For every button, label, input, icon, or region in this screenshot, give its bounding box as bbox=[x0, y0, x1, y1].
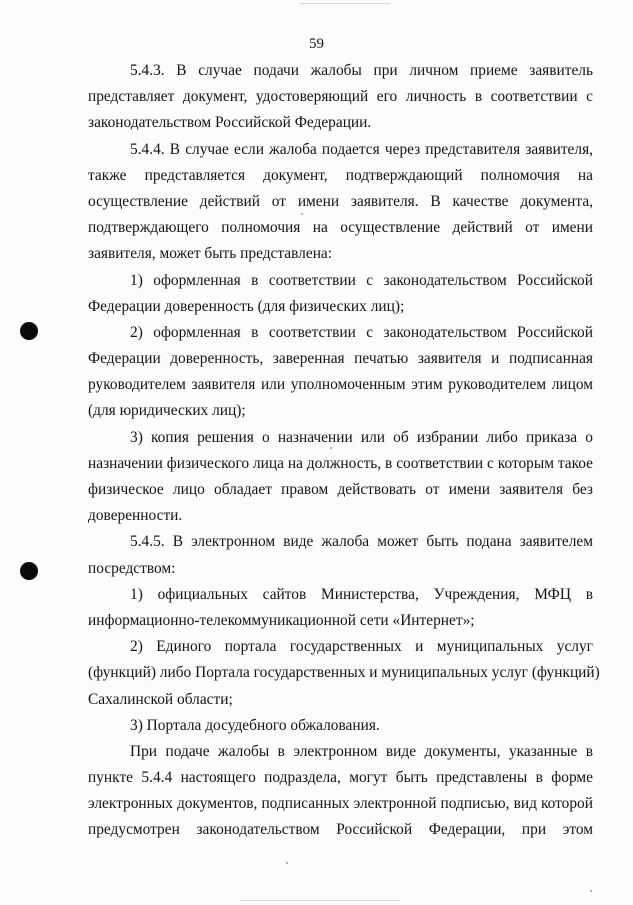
text-line: доверенности. bbox=[88, 507, 183, 525]
text-line: электронных документов, подписанных электронной подписью, вид которой bbox=[88, 795, 593, 813]
text-line: законодательством Российской Федерации. bbox=[88, 114, 372, 132]
text-line: Федерации доверенность (для физических лиц); bbox=[88, 297, 405, 315]
scan-edge-mark bbox=[240, 900, 400, 901]
text-line: 2) Единого портала государственных и муниципальных услуг bbox=[130, 638, 593, 656]
page-number: 59 bbox=[309, 36, 324, 52]
text-line: (функций) либо Портала государственных и муниципальных услуг (функций) bbox=[88, 664, 600, 682]
document-body bbox=[88, 58, 600, 844]
text-line: осуществление действий от имени заявителя. В качестве документа, bbox=[88, 192, 593, 210]
text-line: физическое лицо обладает правом действовать от имени заявителя без bbox=[88, 481, 593, 498]
punch-hole-mark bbox=[20, 322, 38, 340]
text-line: Сахалинской области; bbox=[88, 690, 233, 708]
text-line: При подаче жалобы в электронном виде документы, указанные в bbox=[130, 742, 593, 760]
text-line: 5.4.3. В случае подачи жалобы при личном приеме заявитель bbox=[130, 62, 593, 79]
text-line: предусмотрен законодательством Российской Федерации, при этом bbox=[88, 821, 593, 839]
text-line: информационно-телекоммуникационной сети «Интернет»; bbox=[88, 611, 475, 629]
text-line: также представляется документ, подтверждающий полномочия на bbox=[88, 166, 593, 184]
scan-speck bbox=[590, 890, 592, 892]
text-line: пункте 5.4.4 настоящего подраздела, могут быть представлены в форме bbox=[88, 769, 593, 787]
text-line: посредством: bbox=[88, 559, 176, 577]
scan-edge-mark bbox=[300, 3, 390, 4]
text-line: 1) официальных сайтов Министерства, Учреждения, МФЦ в bbox=[130, 585, 593, 603]
text-line: подтверждающего полномочия на осуществление действий от имени bbox=[88, 219, 593, 237]
scan-speck bbox=[330, 447, 332, 449]
text-line: (для юридических лиц); bbox=[88, 402, 246, 420]
text-line: 5.4.5. В электронном виде жалоба может быть подана заявителем bbox=[130, 533, 593, 551]
text-line: назначении физического лица на должность, в соответствии с которым такое bbox=[88, 454, 593, 472]
scan-speck bbox=[286, 862, 288, 864]
scan-speck bbox=[301, 213, 303, 215]
text-line: 1) оформленная в соответствии с законодательством Российской bbox=[130, 271, 593, 289]
text-line: 2) оформленная в соответствии с законодательством Российской bbox=[130, 323, 593, 341]
text-line: руководителем заявителя или уполномоченным этим руководителем лицом bbox=[88, 376, 593, 394]
text-line: Федерации доверенность, заверенная печатью заявителя и подписанная bbox=[88, 350, 593, 368]
text-line: представляет документ, удостоверяющий его личность в соответствии с bbox=[88, 88, 593, 106]
text-line: 3) Портала досудебного обжалования. bbox=[130, 716, 380, 734]
text-line: 3) копия решения о назначении или об избрании либо приказа о bbox=[130, 428, 593, 446]
text-line: 5.4.4. В случае если жалоба подается через представителя заявителя, bbox=[130, 140, 593, 158]
punch-hole-mark bbox=[20, 562, 38, 580]
text-line: заявителя, может быть представлена: bbox=[88, 245, 333, 263]
